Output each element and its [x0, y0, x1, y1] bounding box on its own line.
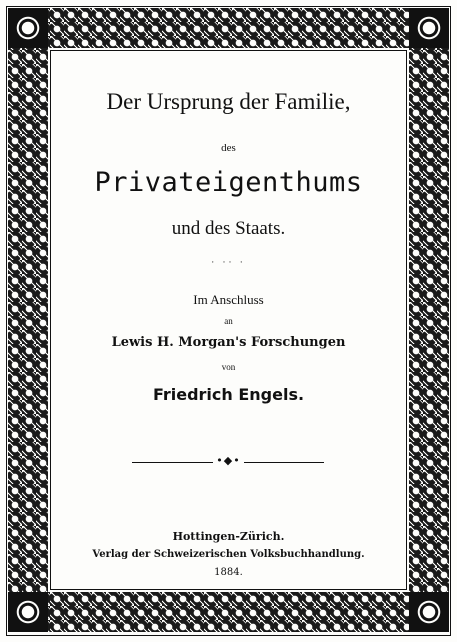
subtitle-line-1: Im Anschluss: [193, 292, 264, 307]
corner-rosette-bottom-left: [8, 592, 48, 632]
imprint-publisher: Verlag der Schweizerischen Volksbuchhandlung.: [92, 549, 365, 560]
imprint-year: 1884.: [214, 567, 243, 578]
title-page-content: [52, 52, 405, 588]
title-line-1: Der Ursprung der Familie,: [106, 89, 351, 114]
title-line-2: des: [221, 142, 236, 154]
divider-ornament-glyph: •◆•: [213, 454, 243, 467]
title-line-4: und des Staats.: [171, 218, 286, 239]
corner-rosette-bottom-right: [409, 592, 449, 632]
corner-rosette-top-right: [409, 8, 449, 48]
ornamental-border-bottom: [8, 592, 449, 632]
ornamental-divider-center: [52, 454, 405, 467]
title-line-3: Privateigenthums: [94, 167, 363, 198]
author-name: Friedrich Engels.: [152, 385, 305, 404]
imprint-place: Hottingen-Zürich.: [172, 530, 285, 543]
author-prefix: von: [221, 362, 236, 372]
ornamental-border-right: [409, 8, 449, 632]
subtitle-line-2: an: [224, 316, 233, 326]
ornamental-border-left: [8, 8, 48, 632]
subtitle-line-3: Lewis H. Morgan's Forschungen: [111, 335, 346, 350]
separator-dots: · ·· ·: [211, 257, 246, 267]
corner-rosette-top-left: [8, 8, 48, 48]
ornamental-border-top: [8, 8, 449, 48]
